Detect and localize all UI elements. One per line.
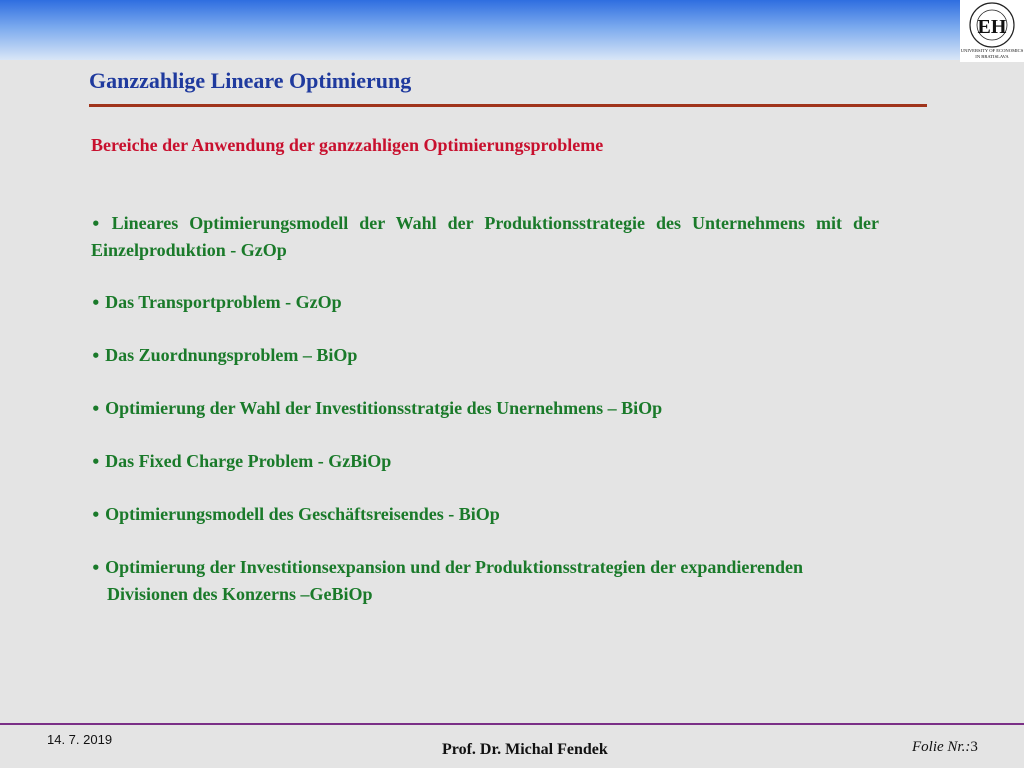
section-subtitle: Bereiche der Anwendung der ganzzahligen Optimierungsprobleme (91, 135, 604, 155)
slide-number-value: 3 (970, 739, 978, 755)
slide-number-label: Folie Nr.: (912, 739, 971, 755)
university-logo (960, 0, 1024, 62)
university-seal-icon (960, 0, 1024, 62)
bullet-icon: • (91, 506, 101, 524)
bullet-icon: • (91, 559, 101, 577)
logo-text-line-1: UNIVERSITY OF ECONOMICS (960, 48, 1024, 53)
bullet-icon: • (91, 400, 101, 418)
list-item (91, 289, 879, 316)
footer-divider (0, 723, 1024, 725)
list-item (91, 501, 879, 528)
list-item-text: Das Transportproblem - GzOp (105, 292, 342, 312)
list-item-text: Das Fixed Charge Problem - GzBiOp (105, 451, 392, 471)
list-item-text: Lineares Optimierungsmodell der Wahl der Produktionsstrategie des Unternehmens mit der Einzelproduktion - GzOp (91, 213, 879, 260)
bullet-icon: • (91, 347, 101, 365)
bullet-icon: • (91, 294, 101, 312)
logo-text-line-2: IN BRATISLAVA (975, 54, 1009, 59)
bullet-list (91, 210, 879, 633)
list-item-text: Optimierung der Investitionsexpansion und der Produktionsstrategien der expandierenden Divisionen des Konzerns –GeBiOp (105, 557, 804, 604)
list-item (91, 342, 879, 369)
footer-date: 14. 7. 2019 (47, 732, 113, 747)
header-gradient-bar (0, 0, 960, 60)
title-divider (89, 104, 927, 107)
list-item-text: Das Zuordnungsproblem – BiOp (105, 345, 358, 365)
list-item-text: Optimierungsmodell des Geschäftsreisendes - BiOp (105, 504, 500, 524)
list-item (91, 395, 879, 422)
bullet-icon: • (91, 215, 101, 233)
logo-monogram: EH (977, 16, 1007, 38)
list-item (91, 448, 879, 475)
slide-number (912, 739, 978, 756)
page-title: Ganzzahlige Lineare Optimierung (89, 68, 412, 93)
list-item-text: Optimierung der Wahl der Investitionsstratgie des Unernehmens – BiOp (105, 398, 663, 418)
bullet-icon: • (91, 453, 101, 471)
list-item (91, 554, 879, 607)
footer-author: Prof. Dr. Michal Fendek (442, 741, 608, 758)
list-item (91, 210, 879, 263)
